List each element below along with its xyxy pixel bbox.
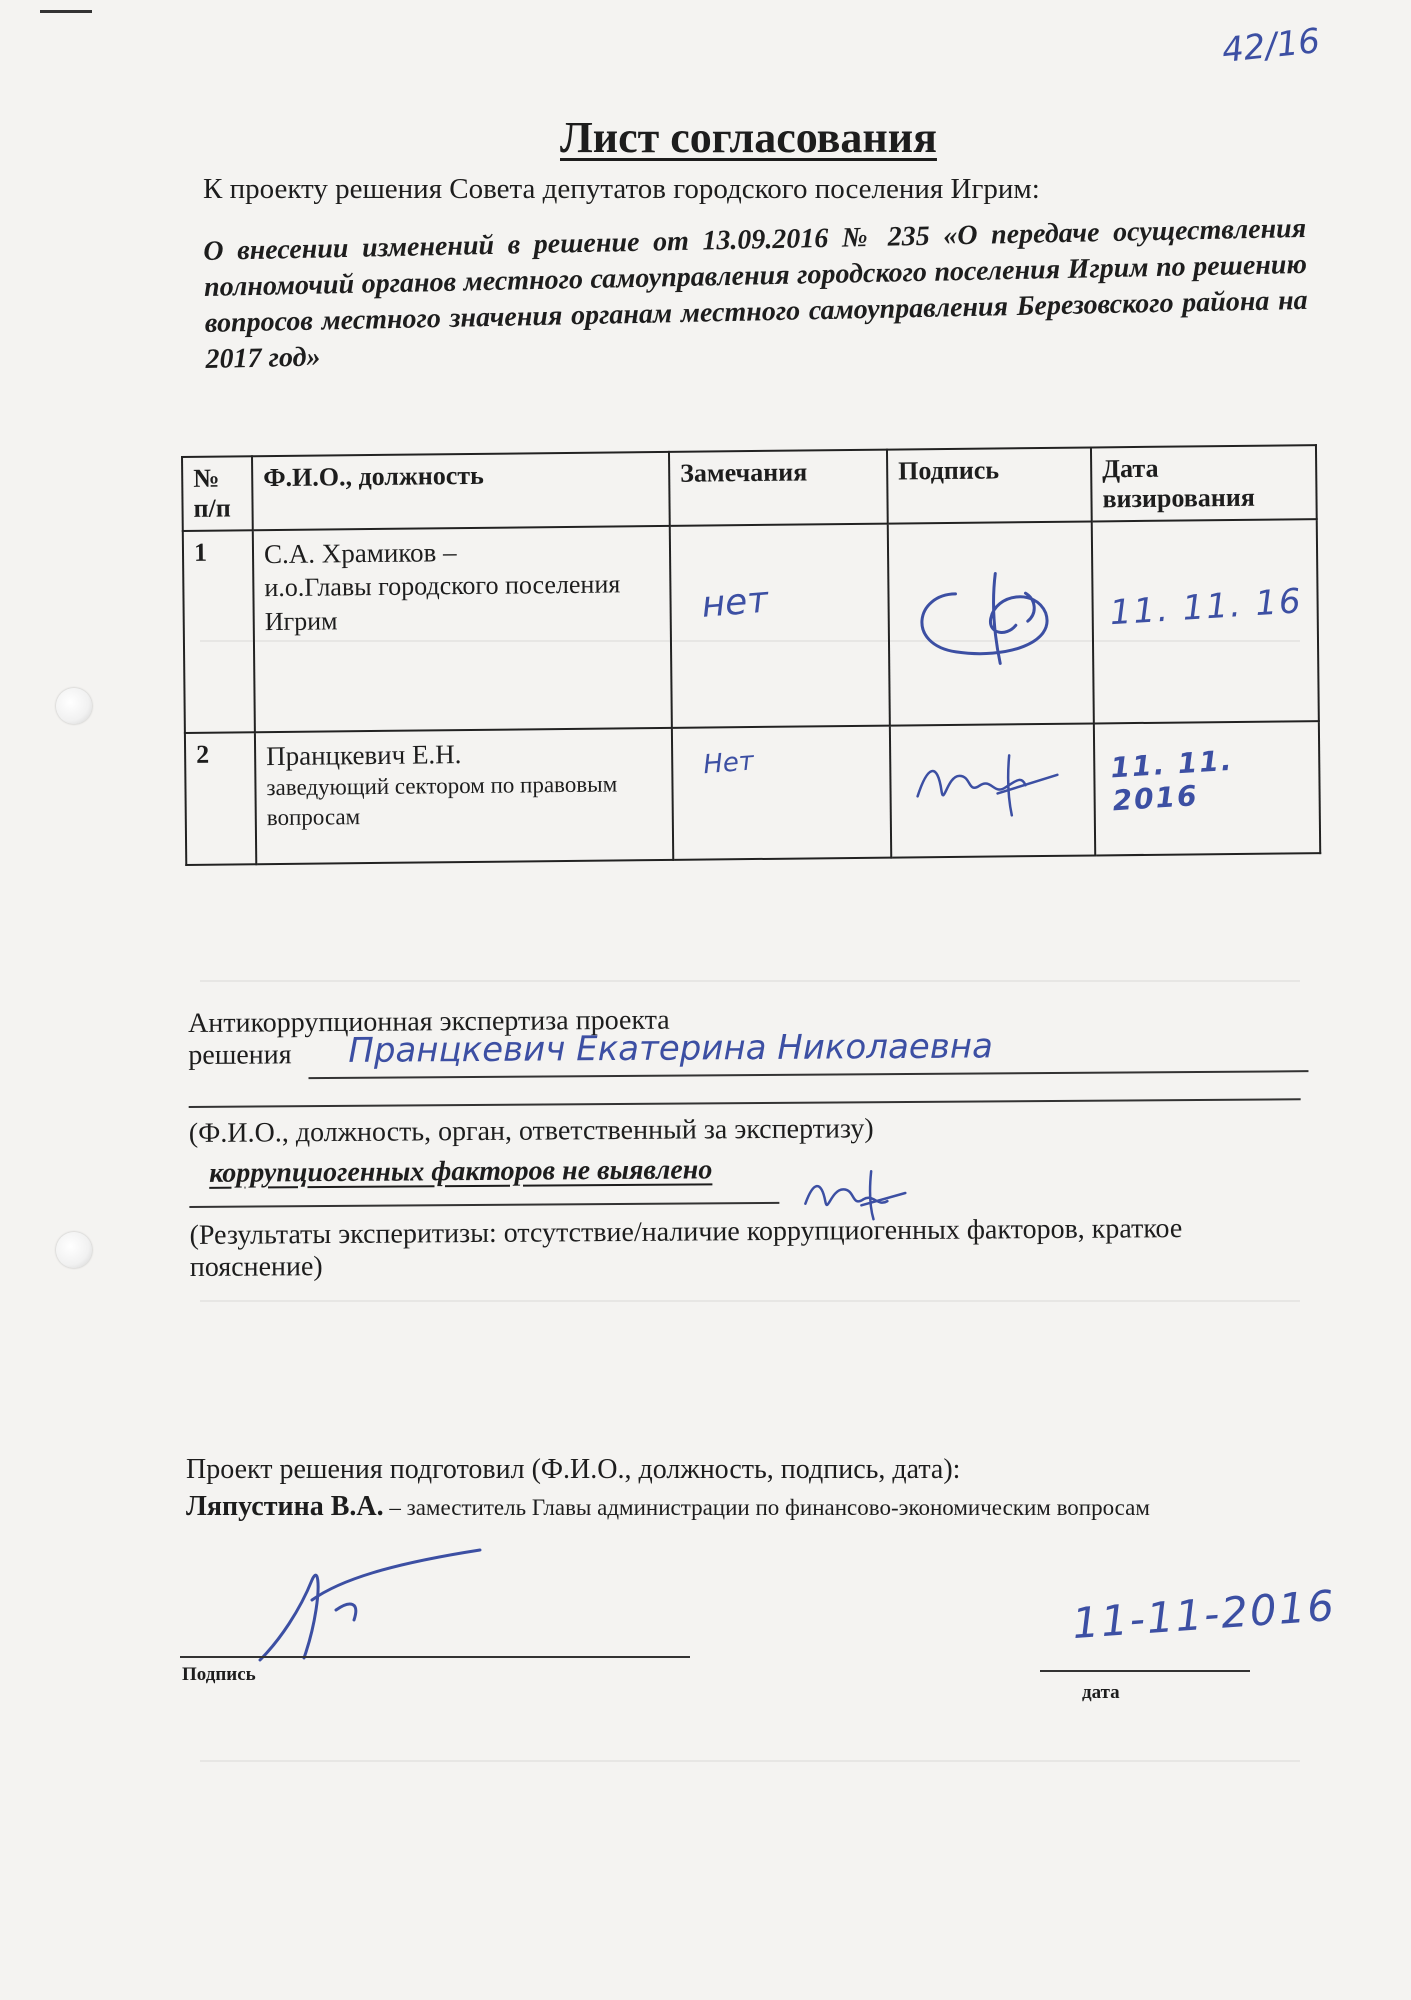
document-title: Лист согласования: [560, 113, 937, 162]
anticorruption-result-caption: (Результаты эксперитизы: отсутствие/наличие коррупциогенных факторов, краткое пояснение): [189, 1213, 1183, 1283]
handwritten-date: 11-11-2016: [1070, 1580, 1338, 1649]
show-through-line: [200, 1760, 1300, 1762]
row-person: [255, 728, 673, 864]
handwritten-remark: Нет: [702, 746, 756, 781]
handwritten-signature: [240, 1540, 500, 1670]
signature-label: Подпись: [182, 1664, 256, 1685]
person-position: и.о.Главы городского поселения Игрим: [264, 569, 621, 637]
preparer-line: [186, 1490, 1326, 1525]
header-signature: Подпись: [887, 447, 1092, 523]
anticorruption-result-row: [189, 1142, 1319, 1206]
handwritten-expert-name: Пранцкевич Екатерина Николаевна: [348, 1026, 993, 1071]
date-label: дата: [1082, 1682, 1120, 1703]
row-signature: [888, 521, 1094, 725]
anticorruption-label: Антикоррупционная экспертиза проекта: [188, 1004, 670, 1039]
person-name: С.А. Храмиков –: [263, 537, 457, 570]
header-name: Ф.И.О., должность: [252, 452, 670, 530]
underline: [189, 1202, 779, 1208]
underline: [189, 1098, 1301, 1108]
row-signature: [890, 723, 1095, 857]
approval-table: [181, 444, 1321, 866]
document-subtitle: К проекту решения Совета депутатов городского поселения Игрим:: [203, 173, 1040, 205]
row-person: [253, 526, 672, 732]
page-number: 42/16: [1220, 20, 1322, 72]
handwritten-signature: [895, 533, 1077, 685]
handwritten-signature: [799, 1163, 909, 1224]
table-header-row: [182, 445, 1317, 531]
prepared-section: [186, 1454, 1326, 1525]
preparer-name: Ляпустина В.А.: [186, 1491, 384, 1522]
handwritten-signature: [897, 735, 1078, 827]
prepared-label: Проект решения подготовил (Ф.И.О., должность, подпись, дата):: [186, 1454, 961, 1485]
blank-line-row: [189, 1072, 1319, 1114]
date-line: [1040, 1670, 1250, 1672]
show-through-line: [200, 1300, 1300, 1302]
anticorruption-decision-label: решения: [188, 1039, 292, 1071]
punch-hole: [56, 1232, 92, 1268]
preparer-position: – заместитель Главы администрации по финансово-экономическим вопросам: [383, 1495, 1150, 1520]
table-row: [185, 721, 1320, 865]
row-num: 1: [183, 530, 255, 733]
row-remarks: [672, 726, 891, 860]
header-date: Дата визирования: [1091, 445, 1317, 521]
signature-line: [180, 1656, 690, 1658]
header-num: № п/п: [182, 456, 253, 531]
punch-hole: [56, 688, 92, 724]
row-remarks: [670, 524, 890, 728]
project-title: О внесении изменений в решение от 13.09.2016 № 235 «О передаче осуществления полномочий органов местного самоуправления городского поселения Игрим по решению вопросов местного значения органам местного самоуправления Березовского района на 2017 год»: [203, 212, 1308, 375]
row-num: 2: [185, 732, 256, 865]
anticorruption-caption: (Ф.И.О., должность, орган, ответственный за экспертизу): [188, 1113, 874, 1149]
handwritten-remark: нет: [700, 579, 770, 626]
scan-mark: [40, 10, 92, 13]
show-through-line: [200, 980, 1300, 982]
handwritten-date: 11. 11. 16: [1108, 581, 1304, 634]
anticorruption-result: коррупциогенных факторов не выявлено: [209, 1154, 713, 1189]
anticorruption-section: [188, 1000, 1320, 1284]
table-row: [183, 519, 1319, 733]
row-date: [1094, 721, 1320, 855]
header-remarks: Замечания: [669, 450, 888, 526]
handwritten-date: 11. 11. 2016: [1109, 743, 1235, 818]
row-date: [1092, 519, 1319, 723]
person-name: Пранцкевич Е.Н.: [265, 739, 462, 772]
person-position: заведующий сектором по правовым вопросам: [266, 771, 618, 831]
